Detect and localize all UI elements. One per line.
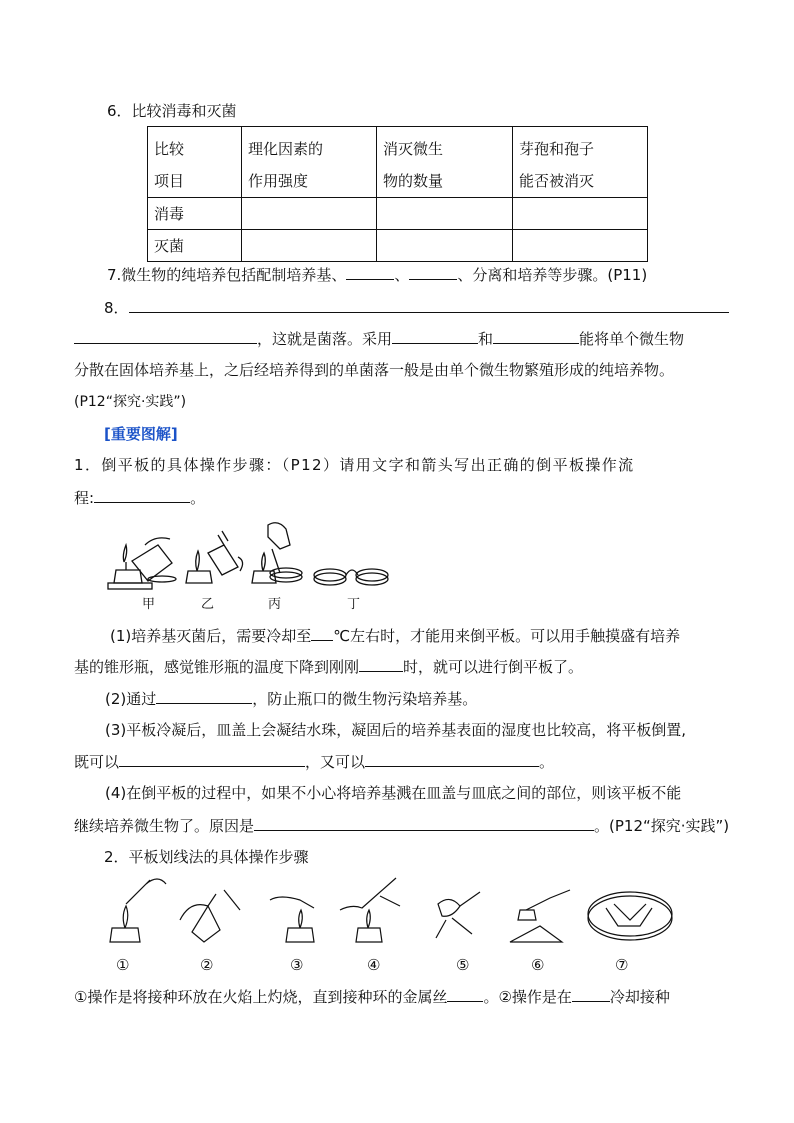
question-8-line2: ，这就是菌落。采用 和 能将单个微生物	[74, 328, 684, 349]
row-label: 灭菌	[148, 230, 242, 262]
table-header-cell: 消灭微生 物的数量	[377, 127, 513, 198]
step2-text: ①操作是将接种环放在火焰上灼烧，直到接种环的金属丝 。②操作是在 冷却接种	[74, 988, 670, 1006]
figure-label: 甲	[142, 597, 156, 612]
alcohol-lamp-icon	[252, 571, 276, 583]
step1-q3-line1: (3)平板冷凝后，皿盖上会凝结水珠，凝固后的培养基表面的湿度也比较高，将平板倒置,	[105, 721, 687, 739]
question-7: 7.微生物的纯培养包括配制培养基、 、 、分离和培养等步骤。(P11)	[107, 266, 648, 284]
blank[interactable]	[346, 264, 394, 280]
table-row	[148, 230, 648, 262]
step1-q1-line2: 基的锥形瓶，感觉锥形瓶的温度下降到刚刚 时，就可以进行倒平板了。	[74, 658, 584, 676]
answer-cell[interactable]	[242, 230, 377, 262]
comparison-table	[147, 126, 648, 262]
blank[interactable]	[94, 487, 190, 503]
key-diagram-tag: [重要图解]	[104, 425, 178, 443]
blank[interactable]	[119, 751, 305, 767]
table-header-cell: 芽孢和孢子 能否被消灭	[513, 127, 648, 198]
step1-q3-line2: 既可以 ，又可以 。	[74, 753, 555, 771]
blank[interactable]	[74, 328, 257, 344]
question-8-line3: 分散在固体培养基上，之后经培养得到的单菌落一般是由单个微生物繁殖形成的纯培养物。	[74, 361, 675, 379]
step1-q2: (2)通过 ，防止瓶口的微生物污染培养基。	[105, 690, 478, 708]
question-8-ref: (P12“探究·实践”)	[74, 394, 187, 410]
blank[interactable]	[311, 625, 333, 641]
step1-q1-line1: (1)培养基灭菌后，需要冷却至 ℃左右时，才能用来倒平板。可以用手触摸盛有培养	[110, 627, 681, 645]
step1-line1: 1．倒平板的具体操作步骤：（P12）请用文字和箭头写出正确的倒平板操作流	[74, 456, 635, 474]
blank[interactable]	[365, 751, 539, 767]
blank[interactable]	[409, 264, 457, 280]
answer-cell[interactable]	[242, 198, 377, 230]
answer-cell[interactable]	[377, 198, 513, 230]
blank[interactable]	[254, 815, 594, 831]
alcohol-lamp-icon	[186, 571, 212, 583]
step1-line2: 程: 。	[74, 489, 206, 507]
figure-label: 丙	[268, 597, 282, 612]
blank[interactable]	[493, 328, 579, 344]
step-label: ③	[290, 956, 304, 974]
question-8-line1: 8．	[104, 297, 729, 318]
table-row	[148, 198, 648, 230]
table-header-cell: 理化因素的 作用强度	[242, 127, 377, 198]
step-label: ②	[200, 956, 214, 974]
step-label: ⑥	[531, 956, 545, 974]
figure-label: 乙	[201, 597, 215, 612]
step-label: ⑤	[456, 956, 470, 974]
streak-plate-figure	[100, 870, 680, 950]
blank[interactable]	[359, 656, 403, 672]
blank[interactable]	[392, 328, 478, 344]
step-label: ①	[116, 956, 130, 974]
step1-q4-line2: 继续培养微生物了。原因是 。(P12“探究·实践”)	[74, 817, 730, 835]
answer-cell[interactable]	[513, 198, 648, 230]
step-label: ⑦	[615, 956, 629, 974]
blank[interactable]	[129, 297, 729, 313]
section-6-title: 6．比较消毒和灭菌	[107, 102, 237, 120]
table-header-cell: 比较 项目	[148, 127, 242, 198]
row-label: 消毒	[148, 198, 242, 230]
answer-cell[interactable]	[513, 230, 648, 262]
step2-title: 2．平板划线法的具体操作步骤	[104, 848, 309, 866]
blank[interactable]	[572, 986, 610, 1002]
alcohol-lamp-icon	[114, 570, 142, 583]
blank[interactable]	[447, 986, 483, 1002]
figure-label: 丁	[347, 597, 361, 612]
blank[interactable]	[156, 688, 252, 704]
answer-cell[interactable]	[377, 230, 513, 262]
step-label: ④	[367, 956, 381, 974]
step1-q4-line1: (4)在倒平板的过程中，如果不小心将培养基溅在皿盖与皿底之间的部位，则该平板不能	[105, 784, 682, 802]
